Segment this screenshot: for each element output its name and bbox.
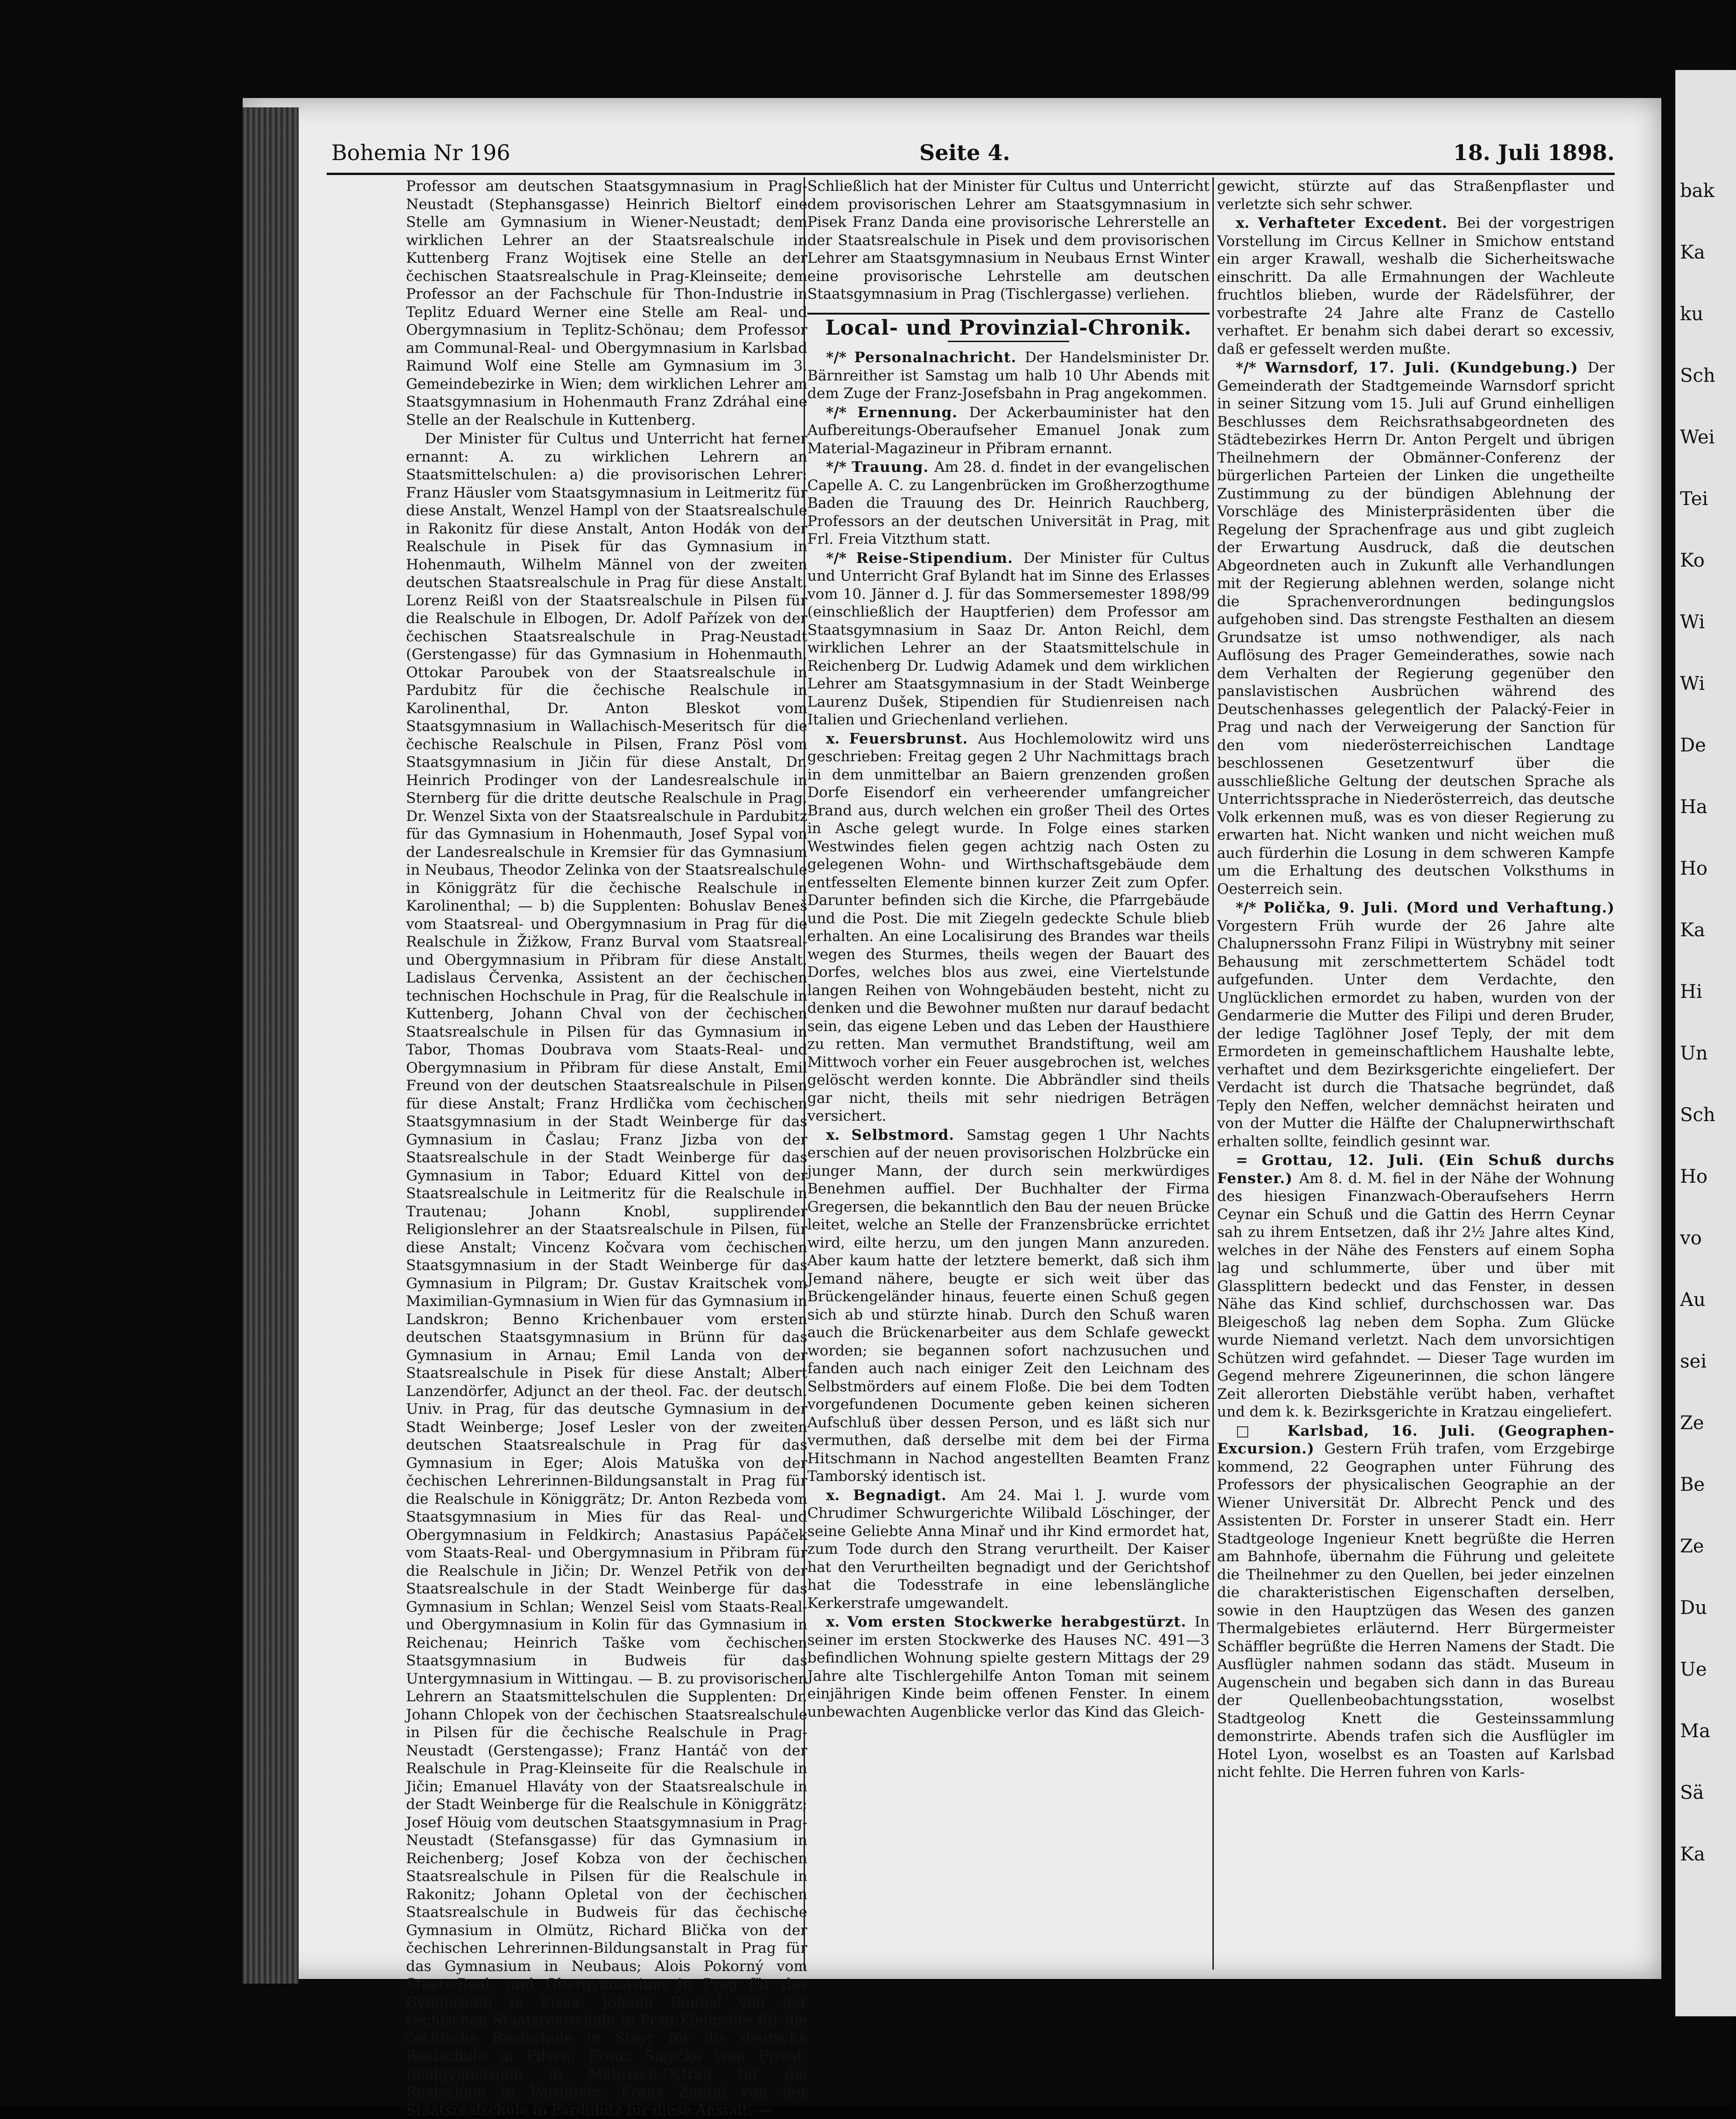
article-title: Verhafteter Excedent. xyxy=(1258,215,1457,232)
article-title: Polička, 9. Juli. (Mord und Verhaftung.) xyxy=(1263,899,1615,916)
article xyxy=(807,404,1210,458)
article xyxy=(1217,214,1615,358)
next-page-text-fragment: Ka xyxy=(1680,919,1705,941)
article-marker: */* xyxy=(826,459,852,476)
book-spine-edge xyxy=(243,107,299,1984)
paragraph: Professor am deutschen Staatsgymnasium in Prag-Neustadt (Stephansgasse) Heinrich Bieltorf eine Stelle am Gymnasium in Wiener-Neustadt; dem wirklichen Lehrer an der Staatsrealschule in Kuttenberg Franz Wojtisek eine Stelle an der čechischen Staatsrealschule in Prag-Kleinseite; dem Professor an der Fachschule für Thon-Industrie in Teplitz Eduard Werner eine Stelle am Real- und Obergymnasium in Teplitz-Schönau; dem Professor am Communal-Real- und Obergymnasium in Karlsbad Raimund Wolf eine Stelle am Gymnasium im 3. Gemeindebezirke in Wien; dem wirklichen Lehrer am Staatsgymnasium in Hohenmauth Franz Zdráhal eine Stelle an der Realschule in Kuttenberg. xyxy=(406,178,807,428)
article-body: Aus Hochlemolowitz wird uns geschrieben: Freitag gegen 2 Uhr Nachmittags brach in dem unmittelbar an Baiern grenzenden großen Dorfe Eisendorf ein verheerender umfangreicher Brand aus, durch welchen ein großer Theil des Ortes in Asche gelegt wurde. In Folge eines starken Westwindes fielen gegen achtzig nach Osten zu gelegenen Wohn- und Wirthschaftsgebäude dem entfesselten Elemente binnen kurzer Zeit zum Opfer. Darunter befinden sich die Kirche, die Pfarrgebäude und die Post. Die mit Ziegeln gedeckte Schule blieb erhalten. An eine Localisirung des Brandes war theils wegen des Sturmes, theils wegen der Bauart des Dorfes, welches blos aus zwei, eine Viertelstunde langen Reihen von Wohngebäuden besteht, nicht zu denken und die Bewohner mußten nur darauf bedacht sein, das eigene Leben und das Leben der Hausthiere zu retten. Man vermuthet Brandstiftung, weil am Mittwoch vorher ein Feuer ausgebrochen ist, welches gelöscht werden konnte. Die Abbrändler sind theils gar nicht, theils mit sehr niedrigen Beträgen versichert. xyxy=(807,730,1210,1124)
article-title: Reise-Stipendium. xyxy=(856,549,1023,567)
next-page-text-fragment: Au xyxy=(1680,1289,1706,1311)
article-title: Karlsbad, 16. Juli. (Geographen-Excursion.) xyxy=(1217,1422,1615,1457)
next-page-text-fragment: Du xyxy=(1680,1597,1707,1619)
article-marker: */* xyxy=(1236,899,1264,916)
section-divider xyxy=(807,313,1210,315)
next-page-text-fragment: Ze xyxy=(1680,1536,1704,1557)
article-title: Trauung. xyxy=(851,459,935,476)
title-underline xyxy=(948,341,1069,342)
article xyxy=(807,730,1210,1125)
article xyxy=(1217,1151,1615,1421)
next-page-text-fragment: Sä xyxy=(1680,1782,1704,1803)
article-list xyxy=(807,349,1210,1721)
next-page-text-fragment: Sch xyxy=(1680,365,1715,386)
article-body: Vorgestern Früh wurde der 26 Jahre alte Chalupnerssohn Franz Filipi in Wüstrybny mit seiner Behausung mit zerschmettertem Schädel todt aufgefunden. Unter dem Verdachte, den Unglücklichen ermordet zu haben, wurden von der Gendarmerie die Mutter des Filipi und deren Bruder, der ledige Taglöhner Josef Teply, der mit dem Ermordeten in gemeinschaftlichem Haushalte lebte, verhaftet und dem Bezirksgerichte eingeliefert. Der Verdacht ist durch die Thatsache begründet, daß Teply den Neffen, welcher demnächst heiraten und von der Mutter die Hälfte der Chalupnerwirthschaft erhalten sollte, feindlich gesinnt war. xyxy=(1217,917,1615,1150)
article-title: Grottau, 12. Juli. (Ein Schuß durchs Fenster.) xyxy=(1217,1152,1615,1187)
next-page-text-fragment: Wi xyxy=(1680,673,1705,695)
next-page-text-fragment: vo xyxy=(1680,1228,1702,1249)
article-body: Der Handelsminister Dr. Bärnreither ist Samstag um halb 10 Uhr Abends mit dem Zuge der Franz-Josefsbahn in Prag angekommen. xyxy=(807,349,1210,402)
article-title: Warnsdorf, 17. Juli. (Kundgebung.) xyxy=(1265,359,1588,376)
article xyxy=(1217,359,1615,898)
next-page-text-fragment: bak xyxy=(1680,180,1715,202)
article xyxy=(807,1487,1210,1613)
next-page-text-fragment: Ko xyxy=(1680,550,1705,571)
article-title: Feuersbrunst. xyxy=(849,730,978,747)
column-rule xyxy=(1212,177,1214,1970)
article-marker: □ xyxy=(1236,1422,1288,1439)
header-publication: Bohemia Nr 196 xyxy=(331,140,511,165)
column-left xyxy=(406,177,807,2119)
next-page-text-fragment: sei xyxy=(1680,1351,1707,1372)
next-page-text-fragment: Ho xyxy=(1680,858,1708,879)
article-marker: */* xyxy=(826,549,856,567)
article-body: Der Ackerbauminister hat den Aufbereitungs-Oberaufseher Emanuel Jonak zum Material-Magazineur in Přibram ernannt. xyxy=(807,404,1210,457)
article xyxy=(807,1126,1210,1486)
article-body: Am 24. Mai l. J. wurde vom Chrudimer Schwurgerichte Wilibald Löschinger, der seine Geliebte Anna Minař und ihr Kind ermordet hat, zum Tode durch den Strang verurtheilt. Der Kaiser hat den Verurtheilten begnadigt und der Gerichtshof hat die Todesstrafe in eine lebenslängliche Kerkerstrafe umgewandelt. xyxy=(807,1487,1210,1612)
article-body: Der Gemeinderath der Stadtgemeinde Warnsdorf spricht in seiner Sitzung vom 15. Juli auf Grund einhelligen Beschlusses dem Reichsrathsabgeordneten des Städtebezirkes Herrn Dr. Anton Pergelt und übrigen Theilnehmern der Obmänner-Conferenz der bürgerlichen Parteien der Linken die ungetheilte Zustimmung zu der bündigen Ablehnung der Vorschläge des Ministerpräsidenten über die Regelung der Sprachenfrage aus und gibt zugleich der Erwartung Ausdruck, daß die deutschen Abgeordneten auch in Zukunft alle Verhandlungen mit der Regierung ablehnen werden, solange nicht die Sprachenverordnungen bedingungslos aufgehoben sind. Das strengste Festhalten an diesem Grundsatze ist umso nothwendiger, als nach Auflösung des Prager Gemeinderathes, sowie nach dem Verhalten der Regierung gegenüber den panslavistischen Ausbrüchen während des Deutschenhasses gelegentlich der Palacký-Feier in Prag und nach der Verweigerung der Sanction für den vom niederösterreichischen Landtage beschlossenen Gesetzentwurf über die ausschließliche Geltung der deutschen Sprache als Unterrichtssprache in Niederösterreich, das deutsche Volk erkennen muß, was es von dieser Regierung zu erwarten hat. Nicht wanken und nicht weichen muß auch fürderhin die Losung in dem schweren Kampfe um die Erhaltung des deutschen Volksthums in Oesterreich sein. xyxy=(1217,359,1615,898)
next-page-text-fragment: Un xyxy=(1680,1043,1708,1064)
article-marker: x. xyxy=(826,1614,847,1630)
article-marker: x. xyxy=(826,1487,854,1504)
adjacent-page-fragment xyxy=(1675,70,1736,2016)
article-body: Am 28. d. findet in der evangelischen Capelle A. C. zu Langenbrücken im Großherzogthume Baden die Trauung des Dr. Heinrich Rauchberg, Professors an der deutschen Universität in Prag, mit Frl. Freia Vitzthum statt. xyxy=(807,459,1210,547)
article-title: Begnadigt. xyxy=(853,1487,961,1504)
article xyxy=(807,458,1210,548)
article-title: Selbstmord. xyxy=(851,1126,967,1144)
article-title: Vom ersten Stockwerke herabgestürzt. xyxy=(847,1614,1195,1630)
article-marker: */* xyxy=(826,404,858,421)
article-body: Der Minister für Cultus und Unterricht Graf Bylandt hat im Sinne des Erlasses vom 10. Jänner d. J. für das Sommersemester 1898/99 (einschließlich der Hauptferien) dem Professor am Staatsgymnasium in Saaz Dr. Anton Reichl, dem wirklichen Lehrer an der Staatsmittelschule in Reichenberg Dr. Ludwig Adamek und dem wirklichen Lehrer am Staatsgymnasium in der Stadt Weinberge Laurenz Dušek, Stipendien für Studienreisen nach Italien und Griechenland verliehen. xyxy=(807,549,1210,728)
article xyxy=(807,549,1210,729)
page-header xyxy=(327,135,1615,175)
column-right xyxy=(1217,177,1615,1970)
paragraph: gewicht, stürzte auf das Straßenpflaster und verletzte sich sehr schwer. xyxy=(1217,178,1615,213)
article-marker: */* xyxy=(826,349,854,366)
column-middle xyxy=(807,177,1210,1970)
paragraph: Schließlich hat der Minister für Cultus und Unterricht dem provisorischen Lehrer am Staatsgymnasium in Pisek Franz Danda eine provisorische Lehrerstelle an der Staatsrealschule in Pisek und dem provisorischen Lehrer am Staatsgymnasium in Neubaus Ernst Winter eine provisorische Lehrstelle am deutschen Staatsgymnasium in Prag (Tischlergasse) verliehen. xyxy=(807,178,1210,302)
article-marker: */* xyxy=(1236,359,1265,376)
next-page-text-fragment: Ze xyxy=(1680,1412,1704,1434)
article-list xyxy=(1217,214,1615,1782)
article-title: Ernennung. xyxy=(857,404,969,421)
article-body: Am 8. d. M. fiel in der Nähe der Wohnung des hiesigen Finanzwach-Oberaufsehers Herrn Ceynar ein Schuß und die Gattin des Herrn Ceynar sah zu ihrem Entsetzen, daß ihr 2½ Jahre altes Kind, welches in der Nähe des Fensters auf einem Sopha lag und schlummerte, über und über mit Glassplittern bedeckt und das Fenster, in dessen Nähe das Kind schlief, durchschossen war. Das Bleigeschoß lag neben dem Sopha. Zum Glücke wurde Niemand verletzt. Nach dem unvorsichtigen Schützen wird gefahndet. — Dieser Tage wurden im Gegend mehrere Zigeunerinnen, die schon längere Zeit allerorten Diebstähle verübt haben, verhaftet und dem k. k. Bezirksgerichte in Kratzau eingeliefert. xyxy=(1217,1170,1615,1420)
next-page-text-fragment: Wi xyxy=(1680,611,1705,633)
next-page-text-fragment: De xyxy=(1680,735,1706,756)
header-date: 18. Juli 1898. xyxy=(1453,140,1615,165)
article-body: Samstag gegen 1 Uhr Nachts erschien auf der neuen provisorischen Holzbrücke ein junger Mann, der durch sein merkwürdiges Benehmen auffiel. Der Buchhalter der Firma Gregersen, die bekanntlich den Bau der neuen Brücke leitet, welche an Stelle der Franzensbrücke errichtet wird, eilte herzu, um den jungen Mann anzureden. Aber kaum hatte der letztere bemerkt, daß sich ihm Jemand nähere, beugte er sich weit über das Brückengeländer hinaus, feuerte einen Schuß gegen sich ab und stürzte hinab. Durch den Schuß waren auch die Brückenarbeiter aus dem Schlafe geweckt worden; sie begannen sofort nachzusuchen und fanden auch nach einiger Zeit den Leichnam des Selbstmörders auf einem Floße. Die bei dem Todten vorgefundenen Documente geben keinen sicheren Aufschluß über dessen Person, und es läßt sich nur vermuthen, daß derselbe mit dem bei der Firma Hitschmann in Nachod angestellten Beamten Franz Tamborský identisch ist. xyxy=(807,1126,1210,1485)
next-page-text-fragment: ku xyxy=(1680,303,1703,325)
next-page-text-fragment: Sch xyxy=(1680,1104,1715,1126)
article-title: Personalnachricht. xyxy=(854,349,1025,366)
next-page-text-fragment: Ma xyxy=(1680,1720,1710,1742)
next-page-text-fragment: Ha xyxy=(1680,796,1708,818)
article xyxy=(807,349,1210,403)
article-body: Gestern Früh trafen, vom Erzgebirge kommend, 22 Geographen unter Führung des Professors der physicalischen Geographie an der Wiener Universität Dr. Albrecht Penck und des Assistenten Dr. Forster in unserer Stadt ein. Herr Stadtgeologe Ingenieur Knett begrüßte die Herren am Bahnhofe, übernahm die Führung und geleitete die Theilnehmer zu den Quellen, bei jeder einzelnen die charakteristischen Eigenschaften derselben, sowie in den Hauptzügen das Wesen des ganzen Thermalgebietes erläuternd. Herr Bürgermeister Schäffler begrüßte die Herren Namens der Stadt. Die Ausflügler nahmen sodann das städt. Museum in Augenschein und begaben sich dann in das Bureau der Quellenbeobachtungsstation, woselbst Stadtgeolog Knett die Gesteinssammlung demonstrirte. Abends trafen sich die Ausflügler im Hotel Lyon, woselbst es an Toasten auf Karlsbad nicht fehlte. Die Herren fuhren von Karls- xyxy=(1217,1440,1615,1781)
article-body: Bei der vorgestrigen Vorstellung im Circus Kellner in Smichow entstand ein arger Krawall, weshalb die Sicherheitswache einschritt. Da alle Ermahnungen der Wachleute fruchtlos blieben, wurde der Rädelsführer, der vorbestrafte 24 Jahre alte Franz de Castello verhaftet. Er benahm sich dabei derart so excessiv, daß er gefesselt werden mußte. xyxy=(1217,215,1615,358)
next-page-text-fragment: Ue xyxy=(1680,1659,1707,1680)
next-page-text-fragment: Wei xyxy=(1680,427,1715,448)
article-body: In seiner im ersten Stockwerke des Hauses NC. 491—3 befindlichen Wohnung spielte gestern Mittags der 29 Jahre alte Tischlergehilfe Anton Toman mit seinem einjährigen Kinde beim offenen Fenster. In einem unbewachten Augenblicke verlor das Kind das Gleich- xyxy=(807,1614,1210,1720)
article-marker: = xyxy=(1236,1152,1262,1169)
article xyxy=(1217,899,1615,1151)
next-page-text-fragment: Ka xyxy=(1680,242,1705,263)
article xyxy=(1217,1422,1615,1782)
article-marker: x. xyxy=(1236,215,1258,232)
article-marker: x. xyxy=(826,1126,852,1144)
next-page-text-fragment: Ho xyxy=(1680,1166,1708,1187)
section-title: Local- und Provinzial-Chronik. xyxy=(825,316,1192,340)
next-page-text-fragment: Tei xyxy=(1680,488,1708,510)
header-page-number: Seite 4. xyxy=(919,140,1010,165)
next-page-text-fragment: Hi xyxy=(1680,981,1702,1003)
next-page-text-fragment: Be xyxy=(1680,1474,1705,1495)
article xyxy=(807,1613,1210,1721)
paragraph: Der Minister für Cultus und Unterricht hat ferner ernannt: A. zu wirklichen Lehrern an Staatsmittelschulen: a) die provisorischen Lehrer: Franz Häusler vom Staatsgymnasium in Leitmeritz für diese Anstalt, Wenzel Hampl von der Staatsrealschule in Rakonitz für diese Anstalt, Anton Hodák von der Realschule in Pisek für das Gymnasium in Hohenmauth, Wilhelm Männel von der zweiten deutschen Staatsrealschule in Prag für diese Anstalt, Lorenz Reißl von der Staatsrealschule in Pilsen für die Realschule in Elbogen, Dr. Adolf Pařízek von der čechischen Staatsrealschule in Prag-Neustadt (Gerstengasse) für das Gymnasium in Hohenmauth, Ottokar Paroubek von der Staatsrealschule in Pardubitz für die čechische Realschule in Karolinenthal, Dr. Anton Bleskot vom Staatsgymnasium in Wallachisch-Meseritsch für die čechische Realschule in Pilsen, Franz Pösl vom Staatsgymnasium in Jičin für diese Anstalt, Dr. Heinrich Prodinger von der Landesrealschule in Sternberg für die dritte deutsche Realschule in Prag, Dr. Wenzel Sixta von der Staatsrealschule in Pardubitz für das Gymnasium in Hohenmauth, Josef Sypal von der Landesrealschule in Kremsier für das Gymnasium in Neubaus, Theodor Zelinka von der Staatsrealschule in Königgrätz für die čechische Realschule in Karolinenthal; — b) die Supplenten: Bohuslav Beneš vom Staatsreal- und Obergymnasium in Prag für die Realschule in Žižkow, Franz Burval vom Staatsreal- und Obergymnasium in Přibram für diese Anstalt, Ladislaus Červenka, Assistent an der čechischen technischen Hochschule in Prag, für die Realschule in Kuttenberg, Johann Chval von der čechischen Staatsrealschule in Pilsen für das Gymnasium in Tabor, Thomas Doubrava vom Staats-Real- und Obergymnasium in Přibram für diese Anstalt, Emil Freund von der deutschen Staatsrealschule in Pilsen für diese Anstalt; Franz Hrdlička vom čechischen Staatsgymnasium in der Stadt Weinberge für das Gymnasium in Časlau; Franz Jizba von der Staatsrealschule in der Stadt Weinberge für das Gymnasium in Tabor; Eduard Kittel von der Staatsrealschule in Leitmeritz für die Realschule in Trautenau; Johann Knobl, supplirender Religionslehrer an der Staatsrealschule in Pilsen, für diese Anstalt; Vincenz Kočvara vom čechischen Staatsgymnasium in der Stadt Weinberge für das Gymnasium in Pilgram; Dr. Gustav Kraitschek vom Maximilian-Gymnasium in Wien für das Gymnasium in Landskron; Benno Krichenbauer vom ersten deutschen Staatsgymnasium in Brünn für das Gymnasium in Arnau; Emil Landa von der Staatsrealschule in Pisek für diese Anstalt; Albert Lanzendörfer, Adjunct an der theol. Fac. der deutsch. Univ. in Prag, für das deutsche Gymnasium in der Stadt Weinberge; Josef Lesler von der zweiten deutschen Staatsrealschule in Prag für das Gymnasium in Eger; Alois Matuška von der čechischen Lehrerinnen-Bildungsanstalt in Prag für die Realschule in Königgrätz; Dr. Anton Rezbeda vom Staatsgymnasium in Mies für das Real- und Obergymnasium in Feldkirch; Anastasius Papáček vom Staats-Real- und Obergymnasium in Přibram für die Realschule in Jičin; Dr. Wenzel Petřik von der Staatsrealschule in der Stadt Weinberge für das Gymnasium in Schlan; Wenzel Seisl vom Staats-Real- und Obergymnasium in Kolin für das Gymnasium in Reichenau; Heinrich Taške vom čechischen Staatsgymnasium in Budweis für das Untergymnasium in Wittingau. — B. zu provisorischen Lehrern an Staatsmittelschulen die Supplenten: Dr. Johann Chlopek von der čechischen Staatsrealschule in Pilsen für die čechische Realschule in Prag-Neustadt (Gerstengasse); Franz Hantáč von der Realschule in Prag-Kleinseite für die Realschule in Jičin; Emanuel Hlaváty von der Staatsrealschule in der Stadt Weinberge für die Realschule in Königgrätz; Josef Höuig vom deutschen Staatsgymnasium in Prag-Neustadt (Stefansgasse) für das Gymnasium in Reichenberg; Josef Kobza von der čechischen Staatsrealschule in Pilsen für die Realschule in Rakonitz; Johann Opletal von der čechischen Staatsrealschule in Budweis für das čechische Gymnasium in Olmütz, Richard Blička von der čechischen Lehrerinnen-Bildungsanstalt in Prag für das Gymnasium in Neubaus; Alois Pokorný vom Staats-Real- und Obergymnasium in Prag für das Gymnasium in Pisek; Johann Roubal von der čechischen Staatsrealschule in Prag-Kleinseite für die čechische Realschule in Steyr für die deutsche Realschule in Pilsen; Franz Smyčka vom Privat-Realgymnasium in Mährisch-Ostrau für die Realschule in Pardubitz; Franz Žugtal von der Staatsrealschule in Pardubitz für diese Anstalt. — xyxy=(406,430,807,2119)
next-page-text-fragment: Ka xyxy=(1680,1844,1705,1865)
article-marker: x. xyxy=(826,730,849,747)
